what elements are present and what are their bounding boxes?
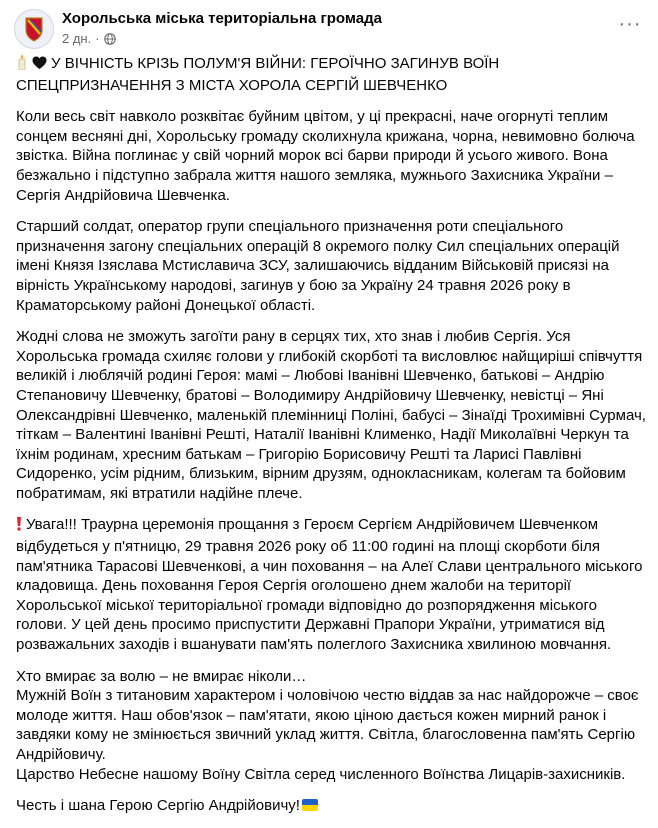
post-paragraph-3: Жодні слова не зможуть загоїти рану в серцях тих, хто знав і любив Сергія. Уся Хорольська громада схиляє голови у глибокій скорботі та висловлює найщиріші співчуття великій і люблячій родині Героя: мамі – Любові Іванівні Шевченко, батькові – Андрію Степановичу Шевченку, братові – Володимиру Андрійовичу Шевченку, невістці – Яні Олександрівні Шевченко, маленькій племінниці Поліні, бабусі – Зінаїді Трохимівні Сурмач, тіткам – Валентині Іванівні Решті, Наталії Іванівні Клименко, Надії Миколаївні Черкун та їхнім родинам, хресним батькам – Григорію Борисовичу Решті та Ларисі Павлівні Сидоренко, усім рідним, близьким, вірним друзям, однокласникам, колегам та бойовим побратимам, які втратили надійне плече. <box>16 328 646 502</box>
city-coat-of-arms-icon <box>15 10 53 48</box>
post-paragraph-5: Хто вмирає за волю – не вмирає ніколи… Мужній Воїн з титановим характером і чоловічою честю віддав за нас найдорожче – своє молоде життя. Наш обов'язок – пам'ятати, якою ціною дається кожен мирний ранок і завдяки кому не змінюється звичний уклад життя. Світла, благословенна пам'ять Сергію Андрійовичу. Царство Небесне нашому Воїну Світла серед численного Воїнства Лицарів-захисників. <box>16 667 639 783</box>
post-body <box>16 54 646 828</box>
page-name-link[interactable]: Хорольська міська територіальна громада <box>62 10 382 27</box>
post-meta <box>62 31 116 46</box>
post-timestamp[interactable]: 2 дн. <box>62 31 92 46</box>
ukraine-flag-icon <box>302 799 318 811</box>
post-paragraph-1: Коли весь світ навколо розквітає буйним цвітом, у ці прекрасні, наче огорнуті теплим сонцем весняні дні, Хорольську громаду сколихнула крижана, чорна, невимовно болюча звістка. Війна поглинає у свій чорний морок всі барви природи й усього живого. Вона безжально і підступно забрала життя нашого земляка, мужнього Захисника України – Сергія Андрійовича Шевченка. <box>16 108 635 204</box>
candle-icon <box>16 54 28 76</box>
post-paragraph-4: Увага!!! Траурна церемонія прощання з Героєм Сергієм Андрійовичем Шевченком відбудеться у п'ятницю, 29 травня 2026 року об 11:00 годині на площі скорботи біля пам'ятника Тарасові Шевченкові, а чин поховання – на Алеї Слави центрального міського кладовища. День поховання Героя Сергія оголошено днем жалоби на території Хорольської міської територіальної громади відповідно до розпорядження міського голови. У цей день просимо приспустити Державні Прапори України, утриматися від розважальних заходів і вшанувати пам'ять полеглого Захисника хвилиною мовчання. <box>16 516 643 654</box>
post-title-paragraph <box>16 54 646 95</box>
post-paragraph-4-wrap <box>16 515 646 654</box>
post-options-button[interactable]: ··· <box>618 13 642 35</box>
meta-separator: · <box>95 31 100 46</box>
globe-icon <box>104 33 116 45</box>
post-paragraph-2: Старший солдат, оператор групи спеціального призначення роти спеціального призначення загону спеціальних операцій 8 окремого полку Сил спеціальних операцій імені Князя Ізяслава Мстиславича ЗСУ, залишаючись відданим Військовій присязі на вірність Українському народові, загинув у бою за Україну 24 травня 2026 року в Краматорському районі Донецької області. <box>16 218 620 314</box>
black-heart-icon <box>32 56 47 76</box>
post-header <box>0 0 658 56</box>
post-paragraph-6: Честь і шана Герою Сергію Андрійовичу! <box>16 797 300 815</box>
post-paragraph-6-wrap <box>16 796 646 816</box>
page-avatar[interactable] <box>14 9 54 49</box>
exclamation-mark-icon <box>16 516 22 537</box>
post-title: У ВІЧНІСТЬ КРІЗЬ ПОЛУМ'Я ВІЙНИ: ГЕРОЇЧНО ЗАГИНУВ ВОЇН СПЕЦПРИЗНАЧЕННЯ З МІСТА ХОРОЛА СЕРГІЙ ШЕВЧЕНКО <box>16 55 500 94</box>
